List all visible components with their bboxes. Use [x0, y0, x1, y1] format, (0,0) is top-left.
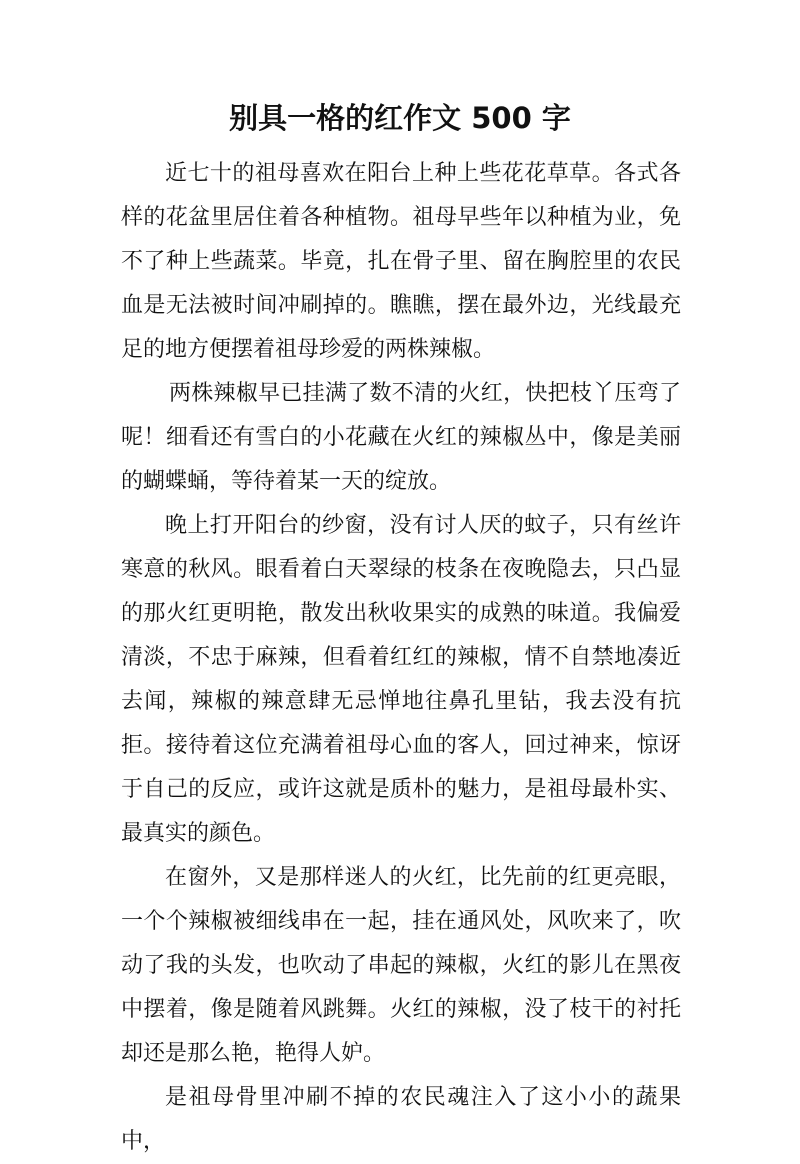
document-title: 别具一格的红作文 500 字 [229, 101, 571, 135]
paragraph-4: 在窗外，又是那样迷人的火红，比先前的红更亮眼，一个个辣椒被细线串在一起，挂在通风处，风吹来了，吹动了我的头发，也吹动了串起的辣椒，火红的影儿在黑夜中摆着，像是随着风跳舞。火红的辣椒，没了枝干的衬托却还是那么艳，艳得人妒。 [121, 865, 681, 1066]
paragraph-5: 是祖母骨里冲刷不掉的农民魂注入了这小小的蔬果中， [121, 1085, 681, 1154]
paragraph-3: 晚上打开阳台的纱窗，没有讨人厌的蚊子，只有丝许寒意的秋风。眼看着白天翠绿的枝条在夜晚隐去，只凸显的那火红更明艳，散发出秋收果实的成熟的味道。我偏爱清淡，不忠于麻辣，但看着红红的辣椒，情不自禁地凑近去闻，辣椒的辣意肆无忌惮地往鼻孔里钻，我去没有抗拒。接待着这位充满着祖母心血的客人，回过神来，惊讶于自己的反应，或许这就是质朴的魅力，是祖母最朴实、最真实的颜色。 [121, 513, 681, 846]
document-body [121, 152, 681, 1164]
paragraph-1: 近七十的祖母喜欢在阳台上种上些花花草草。各式各样的花盆里居住着各种植物。祖母早些年以种植为业，免不了种上些蔬菜。毕竟，扎在骨子里、留在胸腔里的农民血是无法被时间冲刷掉的。瞧瞧，摆在最外边，光线最充足的地方便摆着祖母珍爱的两株辣椒。 [121, 161, 681, 362]
paragraph-2: 两株辣椒早已挂满了数不清的火红，快把枝丫压弯了呢！细看还有雪白的小花藏在火红的辣椒丛中，像是美丽的蝴蝶蛹，等待着某一天的绽放。 [121, 381, 681, 494]
